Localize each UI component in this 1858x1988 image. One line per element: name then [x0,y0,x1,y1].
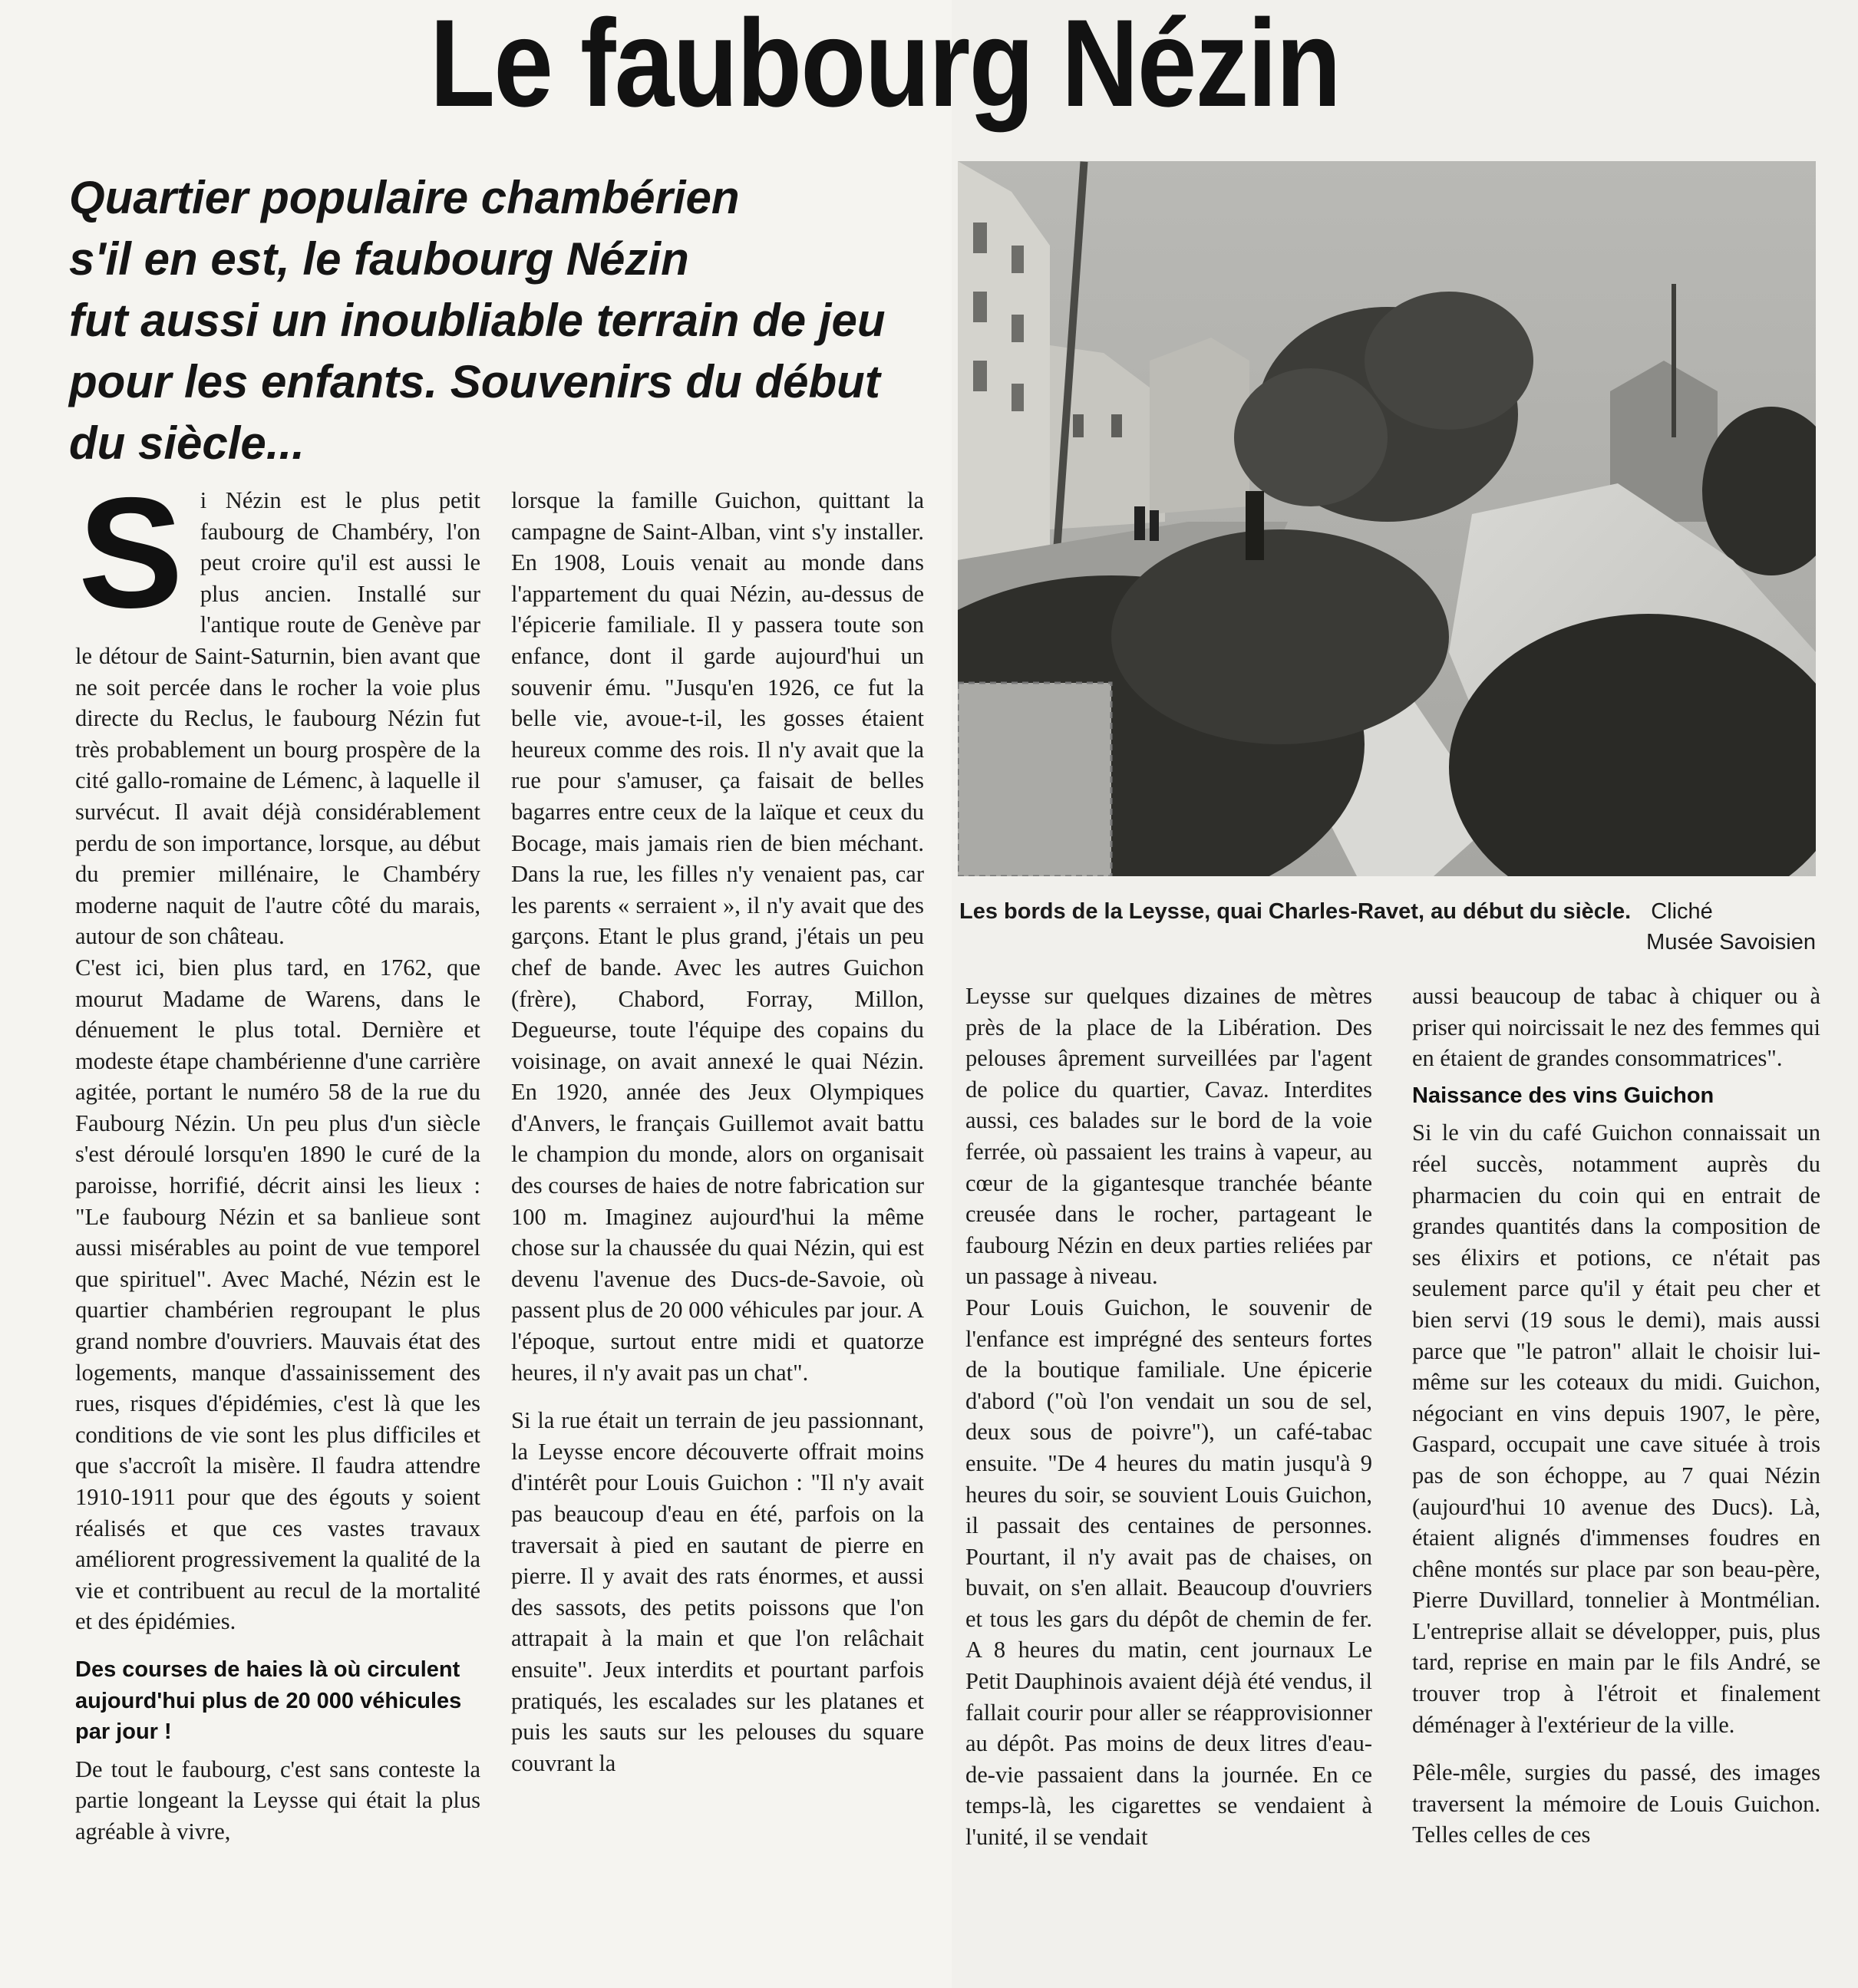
paragraph: Si le vin du café Guichon connaissait un réel succès, notamment auprès du pharmacien du coin qui en entrait de grandes quantités dans la composition de ses élixirs et potions, ce n'était pas seulement parce qu'il y était peu cher et bien servi (19 sous le demi), mais aussi parce que "le patron" allait le choisir lui-même sur les coteaux du midi. Guichon, négociant en vins depuis 1907, le père, Gaspard, occupait une cave située à trois pas de son échoppe, au 7 quai Nézin (aujourd'hui 10 avenue des Ducs). Là, étaient alignés d'immenses foudres en chêne montés sur place par son beau-père, Pierre Duvillard, tonnelier à Montmélian. L'entreprise allait se développer, puis, plus tard, reprise en main par le fils André, se trouver trop à l'étroit et finalement déménager à l'extérieur de la ville. [1412,1119,1820,1738]
paragraph: i Nézin est le plus petit faubourg de Chambéry, l'on peut croire qu'il est aussi le plus ancien. Installé sur l'antique route de Genève par le détour de Saint-Saturnin, bien avant que ne soit percée dans le rocher la voie plus directe du Reclus, le faubourg Nézin fut très probablement un bourg prospère de la cité gallo-romaine de Lémenc, à laquelle il survécut. Il avait déjà considérablement perdu de son importance, lorsque, au début du premier millénaire, le Chambéry moderne naquit de l'autre côté du marais, autour de son château. [75,487,480,950]
lead-line: pour les enfants. Souvenirs du début [69,356,880,407]
lead-line: Quartier populaire chambérien [69,172,740,223]
photo-illustration [958,161,1816,876]
spacer [1412,1074,1820,1080]
article-column-2 [511,485,924,1779]
article-lead [69,167,959,474]
photo-caption [959,896,1816,958]
caption-credit: Musée Savoisien [1646,930,1816,954]
article-title: Le faubourg Nézin [430,0,1340,133]
spacer [1412,1111,1820,1117]
lead-line: fut aussi un inoubliable terrain de jeu [69,295,886,346]
spacer [511,1388,924,1405]
spacer [75,1637,480,1654]
article-column-1 [75,465,480,1848]
paragraph: aussi beaucoup de tabac à chiquer ou à priser qui noircissait le nez des femmes qui en étaient de grandes consommatrices". [1412,983,1820,1072]
paragraph: lorsque la famille Guichon, quittant la campagne de Saint-Alban, vint s'y installer. En 1908, Louis venait au monde dans l'appartement du quai Nézin, au-dessus de l'épicerie familiale. Il y passera toute son enfance, dont il garde aujourd'hui un souvenir ému. "Jusqu'en 1926, ce fut la belle vie, avoue-t-il, les gosses étaient heureux comme des rois. Il n'y avait que la rue pour s'amuser, ça faisait de belles bagarres entre ceux de la laïque et ceux du Bocage, mais jamais rien de bien méchant. Dans la rue, les filles n'y venaient pas, car les parents « serraient », il n'y avait que des garçons. Etant le plus grand, j'étais un peu chef de bande. Avec les autres Guichon (frère), Chabord, Forray, Millon, Degueurse, toute l'équipe des copains du voisinage, on avait annexé le quai Nézin. En 1920, année des Jeux Olympiques d'Anvers, le français Guillemot avait battu le champion du monde, alors on organisait des courses de haies de notre fabrication sur 100 m. Imaginez aujourd'hui la même chose sur la chaussée du quai Nézin, qui est devenu l'avenue des Ducs-de-Savoie, où passent plus de 20 000 véhicules par jour. A l'époque, surtout entre midi et quatorze heures, il n'y avait pas un chat". [511,487,924,1386]
paragraph: Leysse sur quelques dizaines de mètres près de la place de la Libération. Des pelouses âprement surveillées par l'agent de police du quartier, Cavaz. Interdites aussi, ces balades sur le bord de la voie ferrée, où passaient les trains à vapeur, au cœur de la gigantesque tranchée béante creusée dans le rocher, partageant le faubourg Nézin en deux parties reliées par un passage à niveau. [965,983,1372,1290]
drop-cap: S [78,465,183,641]
lead-line: du siècle... [69,417,305,469]
paragraph: C'est ici, bien plus tard, en 1762, que mourut Madame de Warens, dans le dénuement le plus total. Dernière et modeste étape chambérienne d'une carrière agitée, portant le numéro 58 de la rue du Faubourg Nézin. Un peu plus d'un siècle s'est déroulé lorsqu'en 1890 le curé de la paroisse, horrifié, décrit ainsi les lieux : "Le faubourg Nézin et sa banlieue sont aussi misérables au point de vue temporel que spirituel". Avec Maché, Nézin est le quartier chambérien regroupant le plus grand nombre d'ouvriers. Mauvais état des logements, manque d'assainissement des rues, risques d'épidémies, c'est là que les conditions de vie sont les plus difficiles et que s'accroît la misère. Il faudra attendre 1910-1911 pour que des égouts y soient réalisés et que ces vastes travaux améliorent progressivement la qualité de la vie et contribuent au recul de la mortalité et des épidémies. [75,954,480,1635]
caption-title: Les bords de la Leysse, quai Charles-Ravet, au début du siècle. [959,899,1632,924]
spacer [1412,1740,1820,1757]
article-column-4 [1412,981,1820,1851]
lead-line: s'il en est, le faubourg Nézin [69,233,689,285]
paragraph: Pour Louis Guichon, le souvenir de l'enfance est imprégné des senteurs fortes de la boutique familiale. Une épicerie d'abord ("où l'on vendait un sou de sel, deux sous de poivre"), un café-tabac ensuite. "De 4 heures du matin jusqu'à 9 heures du soir, se souvient Louis Guichon, il passait des centaines de personnes. Pourtant, il n'y avait pas de chaises, on buvait, on s'en allait. Beaucoup d'ouvriers et tous les gars du dépôt de chemin de fer. A 8 heures du matin, cent journaux Le Petit Dauphinois avaient déjà été vendus, il fallait courir pour aller se réapprovisionner au dépôt. Pas moins de deux litres d'eau-de-vie passaient dans la journée. En ce temps-là, les cigarettes se vendaient à l'unité, il se vendait [965,1294,1372,1851]
caption-line [959,896,1816,927]
paragraph: Si la rue était un terrain de jeu passionnant, la Leysse encore découverte offrait moins d'intérêt pour Louis Guichon : "Il n'y avait pas beaucoup d'eau en été, parfois on la traversait à pied en sautant de pierre en pierre. Il y avait des rats énormes, et aussi des sassots, des petits poissons que l'on attrapait à la main et que l'on relâchait ensuite". Jeux interdits et pourtant parfois pratiqués, les escalades sur les platanes et puis les sauts sur les pelouses du square couvrant la [511,1407,924,1776]
historic-photo [958,161,1816,876]
caption-credit-prefix: Cliché [1651,899,1713,924]
paragraph: De tout le faubourg, c'est sans conteste la partie longeant la Leysse qui était la plus agréable à vivre, [75,1756,480,1845]
article-column-3 [965,981,1372,1853]
subheading: Naissance des vins Guichon [1412,1083,1714,1108]
paragraph: Pêle-mêle, surgies du passé, des images traversent la mémoire de Louis Guichon. Telles celles de ces [1412,1759,1820,1848]
subheading: Des courses de haies là où circulent aujourd'hui plus de 20 000 véhicules par jour ! [75,1657,462,1745]
